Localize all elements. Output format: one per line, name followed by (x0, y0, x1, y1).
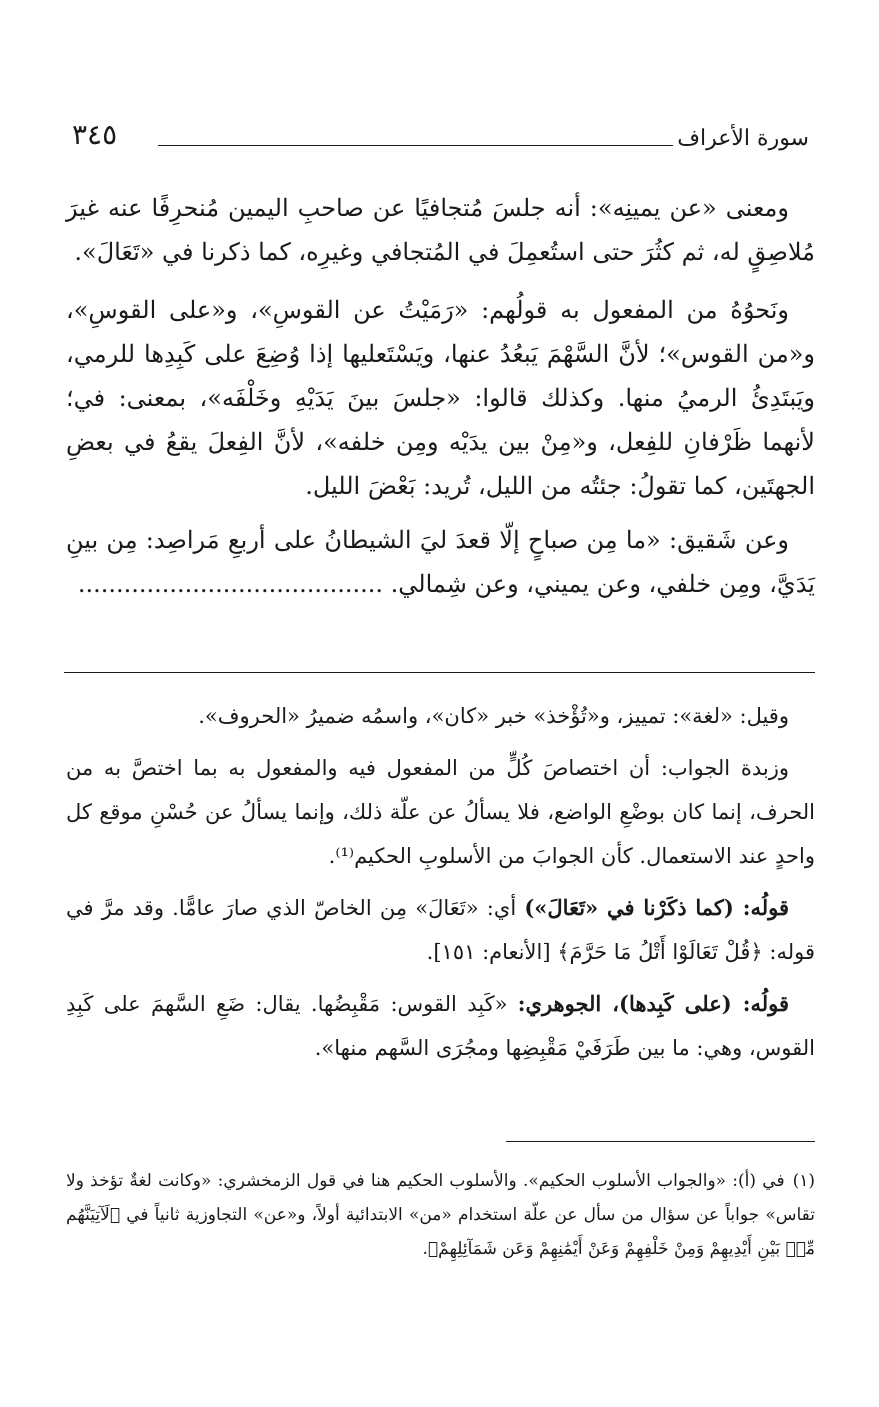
footnote (66, 1164, 815, 1266)
commentary (66, 694, 815, 1070)
main-paragraph: وعن شَقيق: «ما مِن صباحٍ إلّا قعدَ ليَ الشيطانُ على أربعِ مَراصِد: مِن بينِ يَدَيَّ، ومِن خلفي، وعن يميني، وعن شِمالي. ........................................ (66, 526, 815, 598)
main-text-rule (64, 672, 815, 673)
commentary-paragraph (66, 886, 815, 974)
footnote-rule (506, 1141, 815, 1142)
footnote-text: في (أ): «والجواب الأسلوب الحكيم». والأسلوب الحكيم هنا في قول الزمخشري: «وكانت لغةٌ تؤخذ ولا تقاس» جواباً عن سؤال من سأل عن علّة استخدام «من» الابتدائية أولاً، و«عن» التجاوزية ثانياً في ﴿لَآتِيَنَّهُم مِّنۢ بَيْنِ أَيْدِيهِمْ وَمِنْ خَلْفِهِمْ وَعَنْ أَيْمَٰنِهِمْ وَعَن شَمَآئِلِهِمْ﴾. (66, 1171, 815, 1259)
commentary-text: «كَبِد القوس: مَقْبِضُها. يقال: ضَعِ السَّهمَ على كَبِدِ القوس، وهي: ما بين طَرَفَيْ مَقْبِضِها ومجُرَى السَّهم منها». (66, 992, 815, 1060)
commentary-paragraph: وزبدة الجواب: أن اختصاصَ كُلٍّ من المفعول فيه والمفعول به بما اختصَّ به من الحرف، إنما كان بوضْعِ الواضع، فلا يسألُ عن علّة ذلك، وإنما يسألُ عن حُسْنِ موقع كل واحدٍ عند الاستعمال. كأن الجوابَ من الأسلوبِ الحكيم⁽¹⁾. (66, 756, 815, 868)
footnote-paragraph (66, 1164, 815, 1266)
lemma: قولُه: (كما ذكَرْنا في «تَعَالَ») (524, 895, 789, 920)
commentary-text: أي: «تَعَالَ» مِن الخاصّ الذي صارَ عامًّا. وقد مرَّ في قوله: ﴿قُلْ تَعَالَوْا أَتْلُ مَا حَرَّمَ﴾ [الأنعام: ١٥١]. (66, 896, 815, 964)
commentary-paragraph (66, 982, 815, 1070)
main-paragraph: ونَحوُهُ من المفعول به قولُهم: «رَمَيْتُ عن القوسِ»، و«على القوسِ»، و«من القوس»؛ لأنَّ السَّهْمَ يَبعُدُ عنها، ويَسْتَعليها إذا وُضِعَ على كَبِدِها للرمي، ويَبتَدِئُ الرميُ منها. وكذلك قالوا: «جلسَ بينَ يَدَيْهِ وخَلْفَه»، بمعنى: في؛ لأنهما ظَرْفانِ للفِعل، و«مِنْ بين يدَيْه ومِن خلفه»، لأنَّ الفِعلَ يقعُ في بعضِ الجهتَين، كما تقولُ: جئتُه من الليل، تُريد: بَعْضَ الليل. (66, 296, 815, 500)
main-text (66, 186, 815, 606)
lemma: قولُه: (على كَبِدها)، الجوهري: (517, 991, 789, 1016)
commentary-paragraph: وقيل: «لغة»: تمييز، و«تُؤْخذ» خبر «كان»، واسمُه ضميرُ «الحروف». (198, 704, 789, 728)
main-paragraph: ومعنى «عن يمينِه»: أنه جلسَ مُتجافيًا عن صاحبِ اليمين مُنحرِفًا عنه غيرَ مُلاصِقٍ له، ثم كثُرَ حتى استُعمِلَ في المُتجافي وغيرِه، كما ذكرنا في «تَعَالَ». (66, 194, 815, 266)
footnote-marker: (١) (792, 1171, 815, 1191)
page-number: ٣٤٥ (72, 118, 118, 151)
header-rule (158, 145, 673, 146)
running-header-title: سورة الأعراف (677, 126, 809, 151)
